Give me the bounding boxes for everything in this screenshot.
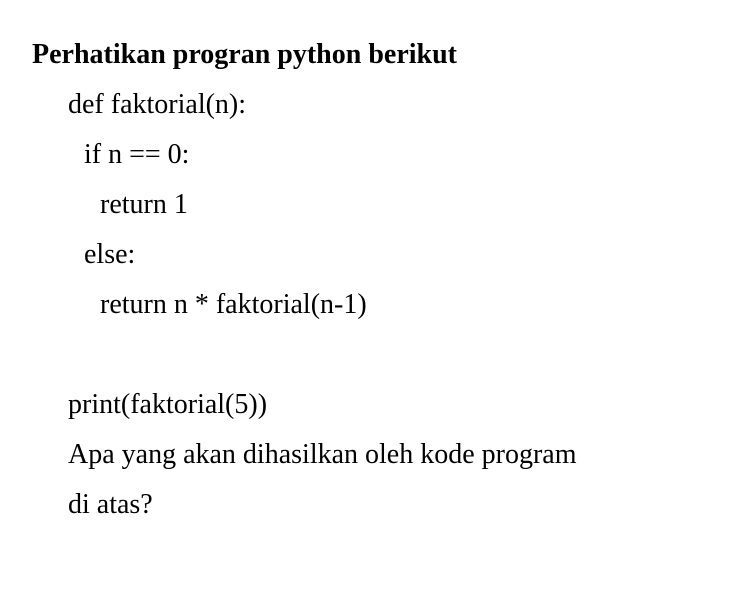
code-line-print: print(faktorial(5)) [68, 389, 268, 420]
question-line-2: di atas? [68, 489, 153, 520]
code-line-else: else: [84, 239, 136, 270]
code-line-return-recursive: return n * faktorial(n-1) [100, 289, 367, 320]
code-line-def: def faktorial(n): [68, 89, 247, 120]
code-line-if: if n == 0: [84, 139, 190, 170]
question-line-1: Apa yang akan dihasilkan oleh kode program [68, 439, 577, 470]
code-line-return-1: return 1 [100, 189, 188, 220]
page-title: Perhatikan progran python berikut [32, 39, 457, 70]
